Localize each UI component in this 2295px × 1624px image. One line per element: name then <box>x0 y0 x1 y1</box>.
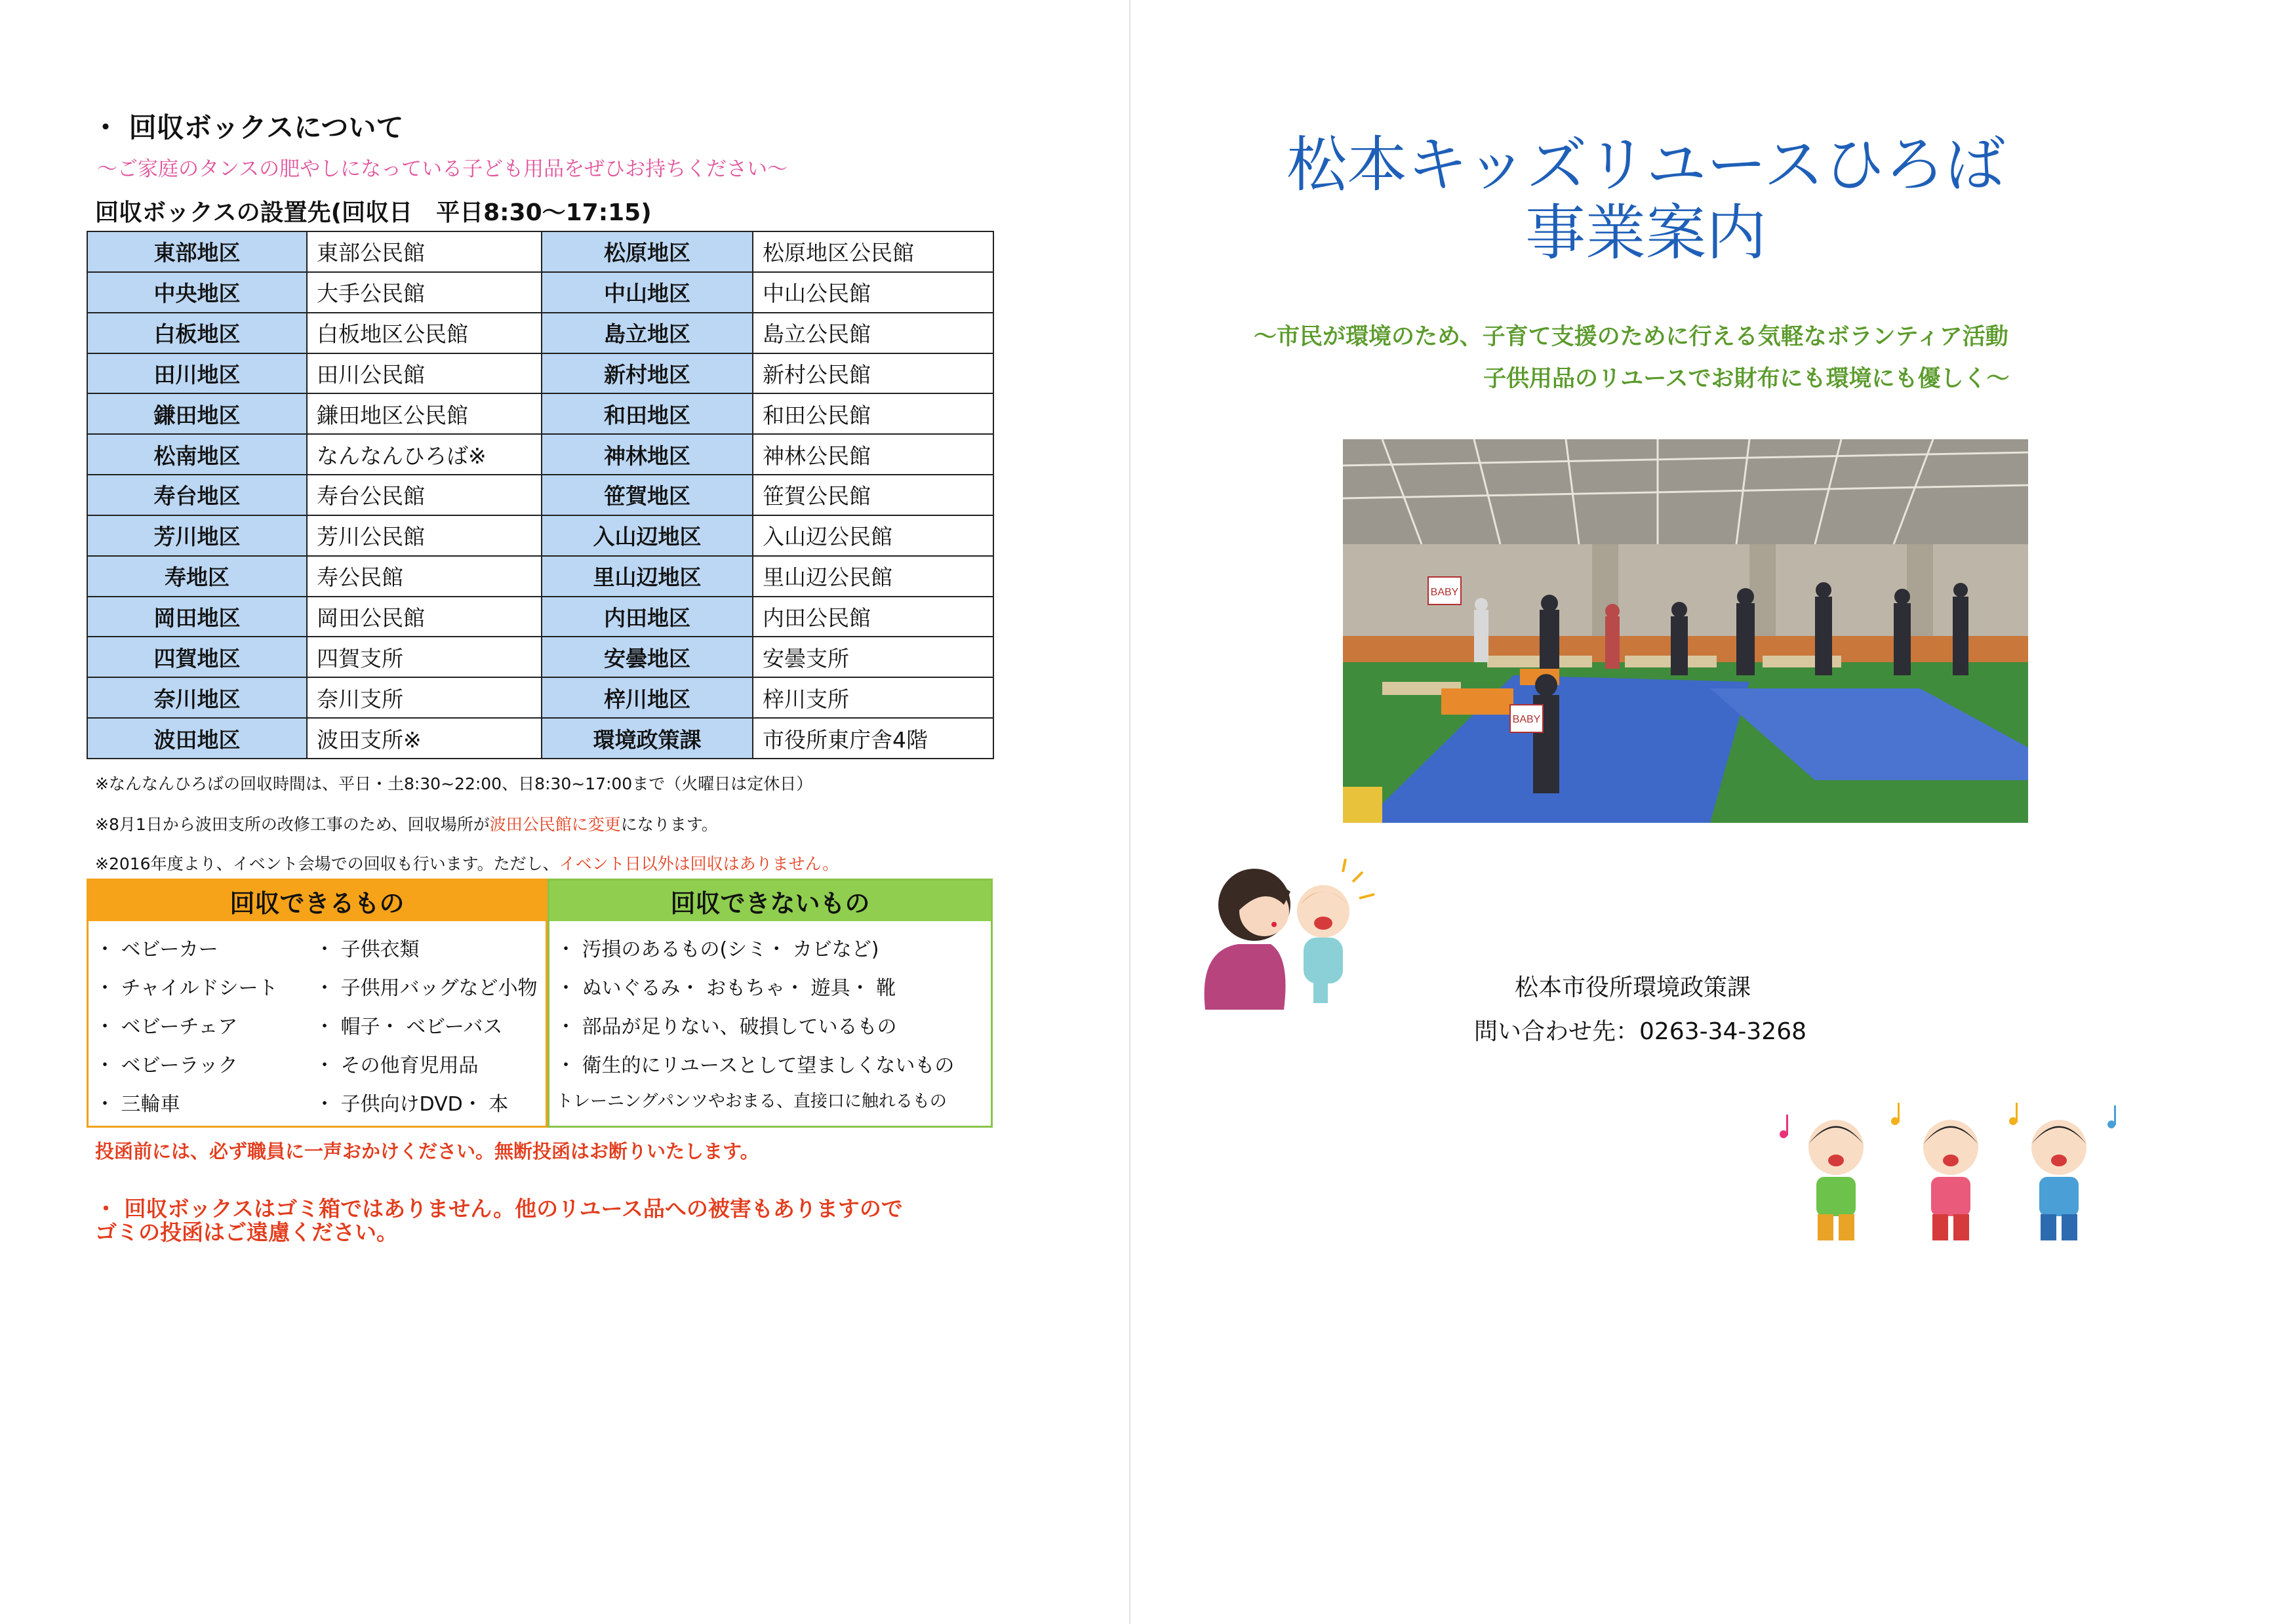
place-cell: 里山辺公民館 <box>753 556 993 597</box>
note-event-highlight: イベント日以外は回収はありません。 <box>559 854 839 873</box>
event-photo <box>1343 439 2028 823</box>
district-cell: 中山地区 <box>542 272 753 313</box>
page-fold-line <box>1129 0 1130 1624</box>
district-cell: 入山辺地区 <box>542 515 753 556</box>
district-cell: 田川地区 <box>87 353 307 394</box>
contact-phone: 問い合わせ先：0263-34-3268 <box>1474 1018 1807 1045</box>
district-cell: 神林地区 <box>542 434 753 475</box>
location-row <box>87 231 993 272</box>
district-cell: 和田地区 <box>542 393 753 434</box>
mother-and-baby-illustration <box>1192 846 1402 1016</box>
place-cell: 中山公民館 <box>753 272 993 313</box>
can-collect-item: ・ 子供用バッグなど小物 <box>315 977 538 1000</box>
place-cell: なんなんひろば※ <box>307 434 542 475</box>
district-cell: 奈川地区 <box>87 677 307 718</box>
page-title <box>1246 131 2046 267</box>
page-title-line2: 事業案内 <box>1525 198 1766 268</box>
district-cell: 中央地区 <box>87 272 307 313</box>
photo-sign-1: BABY <box>1430 587 1459 598</box>
place-cell: 芳川公民館 <box>307 515 542 556</box>
collection-locations-table <box>87 231 994 759</box>
place-cell: 松原地区公民館 <box>753 231 993 272</box>
can-collect-item: ・ チャイルドシート <box>95 977 278 1000</box>
cannot-collect-item: ・ 汚損のあるもの(シミ・ カビなど) <box>556 938 879 961</box>
note-nannan-hours: ※なんなんひろばの回収時間は、平日・土8:30~22:00、日8:30~17:00まで（火曜日は定休日） <box>95 774 813 793</box>
can-collect-item: ・ 子供向けDVD・ 本 <box>315 1093 509 1116</box>
location-row <box>87 515 993 556</box>
warning-not-trash-line2: ゴミの投函はご遠慮ください。 <box>95 1219 398 1245</box>
district-cell: 白板地区 <box>87 313 307 353</box>
note-event-text: ※2016年度より、イベント会場での回収も行います。ただし、 <box>95 854 559 873</box>
district-cell: 梓川地区 <box>542 677 753 718</box>
cannot-collect-item: ・ 衛生的にリユースとして望ましくないもの <box>556 1054 955 1077</box>
place-cell: 和田公民館 <box>753 393 993 434</box>
district-cell: 内田地区 <box>542 597 753 637</box>
place-cell: 四賀支所 <box>307 637 542 677</box>
can-collect-column <box>87 879 548 1128</box>
note-hata-change <box>95 812 718 835</box>
place-cell: 内田公民館 <box>753 597 993 637</box>
note-hata-text: ※8月1日から波田支所の改修工事のため、回収場所が <box>95 815 490 834</box>
district-cell: 環境政策課 <box>542 718 753 759</box>
can-collect-item: ・ ベビーチェア <box>95 1016 238 1039</box>
location-row <box>87 718 993 759</box>
district-cell: 松南地区 <box>87 434 307 475</box>
location-row <box>87 597 993 637</box>
place-cell: 安曇支所 <box>753 637 993 677</box>
district-cell: 波田地区 <box>87 718 307 759</box>
district-cell: 安曇地区 <box>542 637 753 677</box>
place-cell: 波田支所※ <box>307 718 542 759</box>
location-row <box>87 637 993 677</box>
cannot-collect-item: ・ 部品が足りない、破損しているもの <box>556 1016 897 1039</box>
location-row <box>87 353 993 394</box>
location-row <box>87 393 993 434</box>
district-cell: 寿地区 <box>87 556 307 597</box>
location-row <box>87 556 993 597</box>
can-collect-header: 回収できるもの <box>89 881 546 921</box>
district-cell: 松原地区 <box>542 231 753 272</box>
location-row <box>87 475 993 515</box>
can-collect-item: ・ 三輪車 <box>95 1093 180 1116</box>
place-cell: 市役所東庁舎4階 <box>753 718 993 759</box>
dancing-children-illustration <box>1764 1095 2131 1265</box>
note-hata-highlight: 波田公民館に変更 <box>489 815 621 834</box>
district-cell: 笹賀地区 <box>542 475 753 515</box>
district-cell: 岡田地区 <box>87 597 307 637</box>
warning-not-trash-line1: ・ 回収ボックスはゴミ箱ではありません。他のリユース品への被害もありますので <box>95 1196 903 1221</box>
can-collect-item: ・ その他育児用品 <box>315 1054 479 1077</box>
place-cell: 笹賀公民館 <box>753 475 993 515</box>
accepted-items-box <box>87 879 993 1129</box>
cannot-collect-header: 回収できないもの <box>549 881 991 921</box>
place-cell: 東部公民館 <box>307 231 542 272</box>
cannot-collect-item: トレーニングパンツやおまる、直接口に触れるもの <box>556 1092 947 1111</box>
place-cell: 神林公民館 <box>753 434 993 475</box>
warning-not-trash <box>95 1197 903 1244</box>
collection-box-section-title: ・ 回収ボックスについて <box>92 111 404 144</box>
district-cell: 寿台地区 <box>87 475 307 515</box>
place-cell: 岡田公民館 <box>307 597 542 637</box>
contact-department: 松本市役所環境政策課 <box>1515 974 1751 1001</box>
can-collect-item: ・ ベビーカー <box>95 938 218 961</box>
tagline-line2: 子供用品のリユースでお財布にも環境にも優しく～ <box>1483 366 2010 392</box>
place-cell: 鎌田地区公民館 <box>307 393 542 434</box>
place-cell: 寿公民館 <box>307 556 542 597</box>
request-subtitle: ～ご家庭のタンスの肥やしになっている子ども用品をぜひお持ちください～ <box>97 157 788 181</box>
place-cell: 寿台公民館 <box>307 475 542 515</box>
place-cell: 梓川支所 <box>753 677 993 718</box>
place-cell: 新村公民館 <box>753 353 993 394</box>
district-cell: 島立地区 <box>542 313 753 353</box>
place-cell: 田川公民館 <box>307 353 542 394</box>
photo-sign-2: BABY <box>1512 714 1541 725</box>
cannot-collect-item: ・ ぬいぐるみ・ おもちゃ・ 遊具・ 靴 <box>556 977 896 1000</box>
district-cell: 里山辺地区 <box>542 556 753 597</box>
can-collect-item: ・ 子供衣類 <box>315 938 420 961</box>
place-cell: 奈川支所 <box>307 677 542 718</box>
place-cell: 大手公民館 <box>307 272 542 313</box>
place-cell: 入山辺公民館 <box>753 515 993 556</box>
place-cell: 島立公民館 <box>753 313 993 353</box>
district-cell: 四賀地区 <box>87 637 307 677</box>
can-collect-item: ・ ベビーラック <box>95 1054 238 1077</box>
location-row <box>87 313 993 353</box>
note-event-collection <box>95 851 839 875</box>
locations-heading: 回収ボックスの設置先(回収日 平日8:30～17:15) <box>95 199 652 226</box>
location-row <box>87 272 993 313</box>
cannot-collect-column <box>548 879 993 1128</box>
tagline-line1: ～市民が環境のため、子育て支援のために行える気軽なボランティア活動 <box>1254 324 2008 350</box>
page-title-line1: 松本キッズリユースひろば <box>1287 130 2005 200</box>
district-cell: 鎌田地区 <box>87 393 307 434</box>
note-hata-tail: になります。 <box>620 815 718 834</box>
can-collect-item: ・ 帽子・ ベビーバス <box>315 1016 503 1039</box>
warning-ask-staff: 投函前には、必ず職員に一声おかけください。無断投函はお断りいたします。 <box>95 1140 759 1162</box>
district-cell: 芳川地区 <box>87 515 307 556</box>
location-row <box>87 434 993 475</box>
location-row <box>87 677 993 718</box>
place-cell: 白板地区公民館 <box>307 313 542 353</box>
district-cell: 新村地区 <box>542 353 753 394</box>
district-cell: 東部地区 <box>87 231 307 272</box>
